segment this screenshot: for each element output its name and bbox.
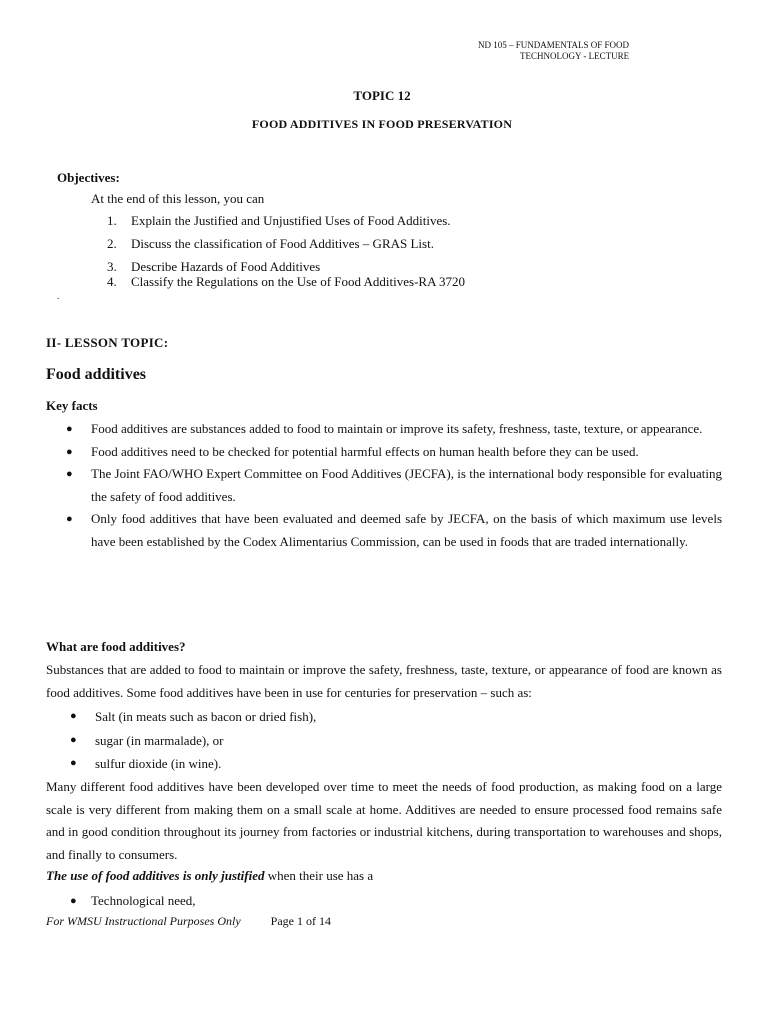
section-title: Food additives	[46, 366, 147, 383]
objectives-intro: At the end of this lesson, you can	[91, 191, 265, 206]
key-facts-heading: Key facts	[46, 398, 98, 413]
justified-statement	[46, 868, 373, 884]
bullet-icon: ●	[70, 710, 77, 722]
bullet-icon: ●	[66, 423, 73, 435]
bullet-icon: ●	[66, 468, 73, 480]
examples-list	[46, 705, 722, 776]
course-header-line2: TECHNOLOGY - LECTURE	[520, 51, 630, 61]
list-item	[46, 705, 722, 729]
question-heading: What are food additives?	[46, 639, 186, 654]
list-item	[46, 729, 722, 753]
objective-item	[107, 274, 465, 290]
objective-text: Classify the Regulations on the Use of Food Additives-RA 3720	[131, 274, 466, 289]
need-text: Technological need,	[91, 893, 196, 908]
topic-number: TOPIC 12	[353, 88, 411, 103]
objective-number: 3.	[107, 259, 117, 274]
footer-page-number: Page 1 of 14	[270, 914, 331, 928]
list-item	[46, 463, 722, 508]
objective-number: 4.	[107, 274, 117, 289]
objective-item	[107, 259, 320, 275]
lesson-heading: II- LESSON TOPIC:	[46, 335, 169, 350]
example-text: Salt (in meats such as bacon or dried fish),	[95, 709, 317, 724]
objective-text: Describe Hazards of Food Additives	[131, 259, 321, 274]
objective-number: 1.	[107, 213, 117, 228]
bullet-icon: ●	[70, 757, 77, 769]
key-facts-list	[46, 418, 722, 553]
key-fact-text: Food additives need to be checked for potential harmful effects on human health before they can be used.	[91, 443, 639, 459]
key-fact-text: Food additives are substances added to food to maintain or improve its safety, freshness, taste, texture, or appearance.	[91, 421, 703, 436]
course-header	[478, 40, 678, 62]
needs-list	[46, 890, 722, 913]
page-footer	[46, 914, 331, 929]
course-header-line1: ND 105 – FUNDAMENTALS OF FOOD	[478, 40, 630, 50]
topic-title: FOOD ADDITIVES IN FOOD PRESERVATION	[251, 117, 513, 131]
objective-text: Discuss the classification of Food Additives – GRAS List.	[131, 236, 434, 251]
key-fact-text: The Joint FAO/WHO Expert Committee on Food Additives (JECFA), is the international body responsible for evaluating the safety of food additives.	[91, 466, 722, 504]
key-fact-text: Only food additives that have been evaluated and deemed safe by JECFA, on the basis of which maximum use levels have been established by the Codex Alimentarius Commission, can be used in foods that are traded internationally.	[91, 511, 722, 549]
objective-item	[107, 236, 434, 252]
footer-institution: For WMSU Instructional Purposes Only	[46, 914, 241, 928]
bullet-icon: ●	[66, 513, 73, 525]
objective-text: Explain the Justified and Unjustified Uses of Food Additives.	[131, 213, 451, 228]
list-item	[46, 890, 722, 913]
paragraph-production: Many different food additives have been developed over time to meet the needs of food production, as making food on a large scale is very different from making them on a small scale at home. Additives are needed to ensure processed food remains safe and in good condition throughout its journey from factories or industrial kitchens, during transportation to warehouses and shops, and finally to consumers.	[46, 779, 722, 862]
bullet-icon: ●	[70, 733, 77, 746]
bullet-icon: ●	[70, 895, 77, 907]
objective-number: 2.	[107, 236, 117, 251]
list-item	[46, 508, 722, 553]
list-item	[46, 752, 722, 776]
list-item	[46, 418, 722, 441]
objectives-heading: Objectives:	[57, 170, 120, 185]
list-item	[46, 441, 722, 464]
objective-item	[107, 213, 451, 229]
paragraph-definition: Substances that are added to food to maintain or improve the safety, freshness, taste, texture, or appearance of food are known as food additives. Some food additives have been in use for centuries for preservation – such as:	[46, 662, 722, 700]
stray-mark: .	[57, 291, 60, 301]
example-text: sugar (in marmalade), or	[95, 732, 224, 748]
bullet-icon: ●	[66, 445, 73, 458]
justified-rest: when their use has a	[264, 868, 374, 883]
justified-emphasis: The use of food additives is only justified	[46, 868, 265, 883]
example-text: sulfur dioxide (in wine).	[95, 756, 222, 771]
